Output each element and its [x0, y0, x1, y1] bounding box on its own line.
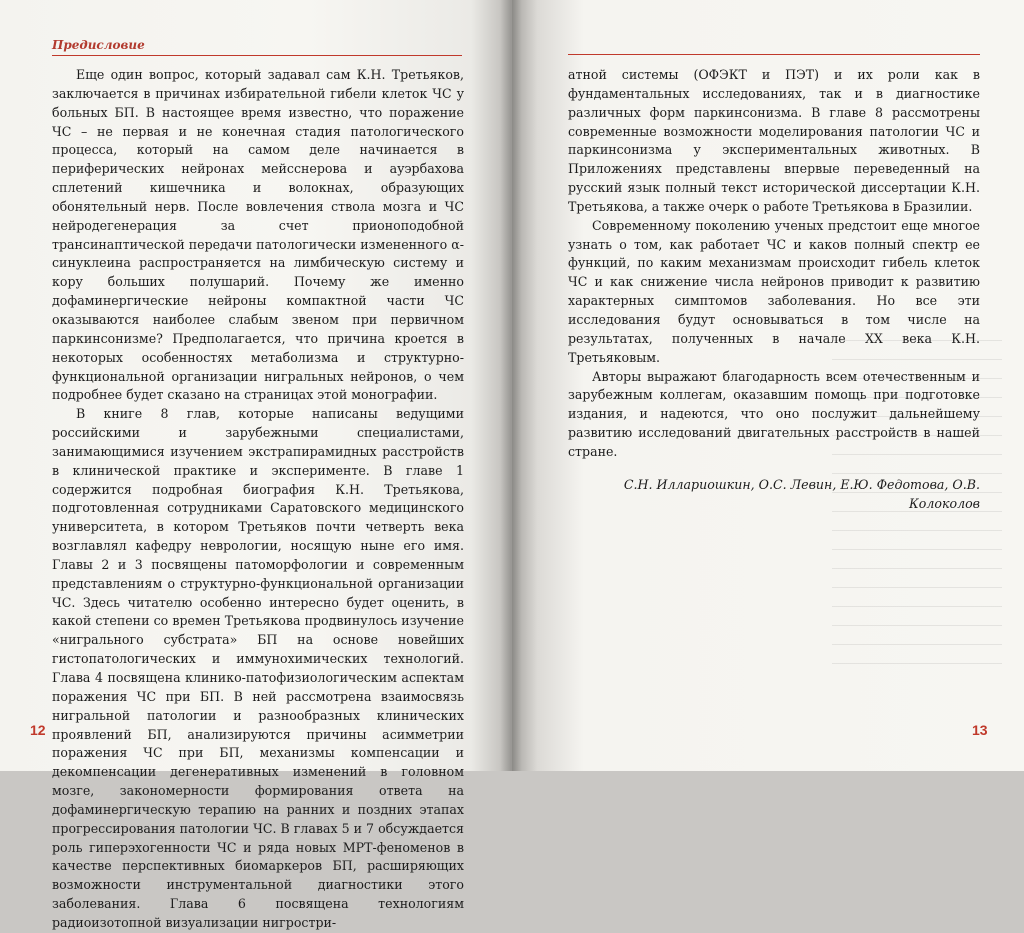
left-page-body	[52, 66, 464, 933]
header-rule	[568, 54, 980, 55]
paragraph: В книге 8 глав, которые написаны ведущими российскими и зарубежными специалистами, занимающимися изучением экстрапирамидных расстройств в клинической практике и эксперименте. В главе 1 содержится подробная биография К.Н. Третьякова, подготовленная сотрудниками Саратовского медицинского университета, в котором Третьяков почти четверть века возглавлял кафедру неврологии, носящую ныне его имя. Главы 2 и 3 посвящены патоморфологии и современным представлениям о структурно-функциональной организации ЧС. Здесь читателю особенно интересно будет оценить, в какой степени со времен Третьякова продвинулось изучение «нигрального субстрата» БП на основе новейших гистопатологических и иммунохимических технологий. Глава 4 посвящена клинико-патофизиологическим аспектам поражения ЧС при БП. В ней рассмотрена взаимосвязь нигральной патологии и разнообразных клинических проявлений БП, анализируются причины асимметрии поражения ЧС при БП, механизмы компенсации и декомпенсации дегенеративных изменений в головном мозге, закономерности формирования ответа на дофаминергическую терапию на ранних и поздних этапах прогрессирования патологии ЧС. В главах 5 и 7 обсуждается роль гиперэхогенности ЧС и ряда новых МРТ-феноменов в качестве перспективных биомаркеров БП, расширяющих возможности инструментальной диагностики этого заболевания. Глава 6 посвящена технологиям радиоизотопной визуализации нигростри-	[52, 406, 464, 930]
paragraph: Современному поколению ученых предстоит еще многое узнать о том, как работает ЧС и каков полный спектр ее функций, по каким механизмам происходит гибель клеток ЧС и как снижение числа нейронов приводит к развитию характерных симптомов заболевания. Но все эти исследования будут основываться в том числе на результатах, полученных в начале XX века К.Н. Третьяковым.	[568, 217, 980, 365]
author-signature: С.Н. Иллариошкин, О.С. Левин, Е.Ю. Федотова, О.В. Колоколов	[623, 476, 980, 511]
right-page-body	[568, 66, 980, 513]
paragraph: атной системы (ОФЭКТ и ПЭТ) и их роли как в фундаментальных исследованиях, так и в диагностике различных форм паркинсонизма. В главе 8 рассмотрены современные возможности моделирования патологии ЧС и паркинсонизма у экспериментальных животных. В Приложениях представлены впервые переведенный на русский язык полный текст исторической диссертации К.Н. Третьякова, а также очерк о работе Третьякова в Бразилии.	[568, 67, 980, 214]
right-page	[512, 0, 1024, 771]
page-number: 12	[30, 722, 46, 738]
paragraph: Еще один вопрос, который задавал сам К.Н. Третьяков, заключается в причинах избирательной гибели клеток ЧС у больных БП. В настоящее время известно, что поражение ЧС – не первая и не конечная стадия патологического процесса, который на самом деле начинается в периферических нейронах мейсснерова и ауэрбахова сплетений кишечника и волокнах, образующих обонятельный нерв. После вовлечения ствола мозга и ЧС нейродегенерация за счет прионоподобной трансинаптической передачи патологически измененного α-синуклеина распространяется на лимбическую систему и кору больших полушарий. Почему же именно дофаминергические нейроны компактной части ЧС оказываются наиболее слабым звеном при первичном паркинсонизме? Предполагается, что причина кроется в некоторых особенностях метаболизма и структурно-функциональной организации нигральных нейронов, о чем подробнее будет сказано на страницах этой монографии.	[52, 67, 464, 403]
left-page	[0, 0, 512, 930]
page-number: 13	[972, 722, 988, 738]
paragraph: Авторы выражают благодарность всем отечественным и зарубежным коллегам, оказавшим помощь при подготовке издания, и надеются, что оно послужит дальнейшему развитию исследований двигательных расстройств в нашей стране.	[568, 368, 980, 459]
header-rule	[52, 55, 462, 56]
running-head: Предисловие	[52, 38, 145, 52]
